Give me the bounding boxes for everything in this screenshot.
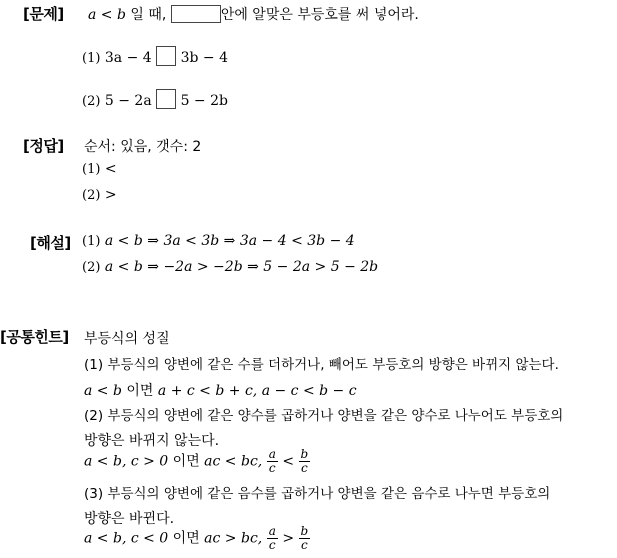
hint-p2-frac-b	[299, 448, 311, 475]
hint-p3-frac-a-num: a	[268, 524, 276, 538]
answer-item-2-num: (2)	[82, 188, 101, 203]
hint-p3-math-a: a < b, c < 0	[84, 530, 169, 547]
problem-item-2-left: 5 − 2a	[104, 93, 152, 109]
hint-p3-line1: (3) 부등식의 양변에 같은 음수를 곱하거나 양변을 같은 음수로 나누면 부등호의	[84, 486, 551, 502]
answer-item-1	[82, 161, 117, 177]
problem-item-1-right: 3b − 4	[180, 50, 228, 66]
answer-label: [정답]	[23, 137, 64, 155]
problem-label: [문제]	[23, 5, 64, 23]
hint-p2-frac-b-den: c	[300, 461, 308, 475]
hint-p3-frac-b	[299, 525, 311, 552]
problem-item-2-right: 5 − 2b	[180, 93, 228, 109]
explanation-item-2-num: (2)	[82, 260, 101, 275]
answer-item-2-value: >	[104, 187, 117, 203]
explanation-item-1-num: (1)	[82, 234, 101, 249]
hint-label: [공통힌트]	[0, 328, 69, 346]
hint-p3-frac-a	[267, 525, 278, 552]
problem-item-1-num: (1)	[82, 51, 101, 66]
hint-p2-math-a: a < b, c > 0	[84, 453, 169, 470]
problem-intro-text1: 일 때,	[125, 7, 171, 23]
hint-p2-frac-a-den: c	[268, 461, 276, 475]
hint-p1-math	[84, 380, 357, 400]
problem-item-2	[82, 89, 228, 109]
answer-item-1-num: (1)	[82, 162, 101, 177]
hint-p2-math-b: ac < bc,	[204, 453, 263, 470]
hint-p2-math	[84, 448, 310, 475]
hint-p3-frac-b-num: b	[300, 524, 309, 538]
problem-item-2-num: (2)	[82, 94, 101, 109]
hint-p3-frac-rel: >	[282, 530, 295, 547]
hint-p3-frac-a-den: c	[268, 538, 276, 552]
hint-p1-math-a: a < b	[84, 383, 122, 399]
answer-item-2	[82, 187, 117, 203]
problem-item-2-blank	[156, 89, 176, 109]
problem-item-1-left: 3a − 4	[104, 50, 152, 66]
hint-p3-frac-b-den: c	[300, 538, 308, 552]
hint-p3-then: 이면	[168, 530, 205, 547]
hint-p3-math	[84, 525, 310, 552]
answer-blank-box	[171, 5, 221, 23]
hint-p3-line2: 방향은 바뀐다.	[84, 511, 175, 527]
explanation-item-2-text: a < b ⇒ −2a > −2b ⇒ 5 − 2a > 5 − 2b	[104, 259, 379, 275]
hint-p2-frac-a-num: a	[268, 447, 276, 461]
problem-item-1	[82, 46, 228, 66]
explanation-item-1-text: a < b ⇒ 3a < 3b ⇒ 3a − 4 < 3b − 4	[104, 233, 355, 249]
problem-item-1-blank	[156, 46, 176, 66]
answer-item-1-value: <	[104, 161, 117, 177]
hint-p2-frac-a	[267, 448, 278, 475]
explanation-item-1	[82, 233, 355, 249]
problem-intro-math: a < b	[88, 7, 126, 23]
problem-intro-text2: 안에 알맞은 부등호를 써 넣어라.	[220, 7, 419, 23]
hint-p1: (1) 부등식의 양변에 같은 수를 더하거나, 빼어도 부등호의 방향은 바뀌지 않는다.	[84, 357, 559, 373]
hint-p2-then: 이면	[168, 453, 205, 470]
hint-title: 부등식의 성질	[84, 331, 170, 347]
explanation-label: [해설]	[30, 234, 71, 252]
hint-p1-math-b: a + c < b + c, a − c < b − c	[157, 383, 357, 399]
hint-p2-frac-rel: <	[282, 453, 295, 470]
explanation-item-2	[82, 259, 378, 275]
hint-p1-then: 이면	[121, 383, 158, 399]
hint-p2-line1: (2) 부등식의 양변에 같은 양수를 곱하거나 양변을 같은 양수로 나누어도 부등호의	[84, 408, 564, 424]
hint-p3-math-b: ac > bc,	[204, 530, 263, 547]
problem-intro	[88, 4, 419, 24]
hint-p2-frac-b-num: b	[300, 447, 309, 461]
hint-p2-line2: 방향은 바뀌지 않는다.	[84, 433, 220, 449]
answer-meta: 순서: 있음, 갯수: 2	[84, 139, 202, 155]
